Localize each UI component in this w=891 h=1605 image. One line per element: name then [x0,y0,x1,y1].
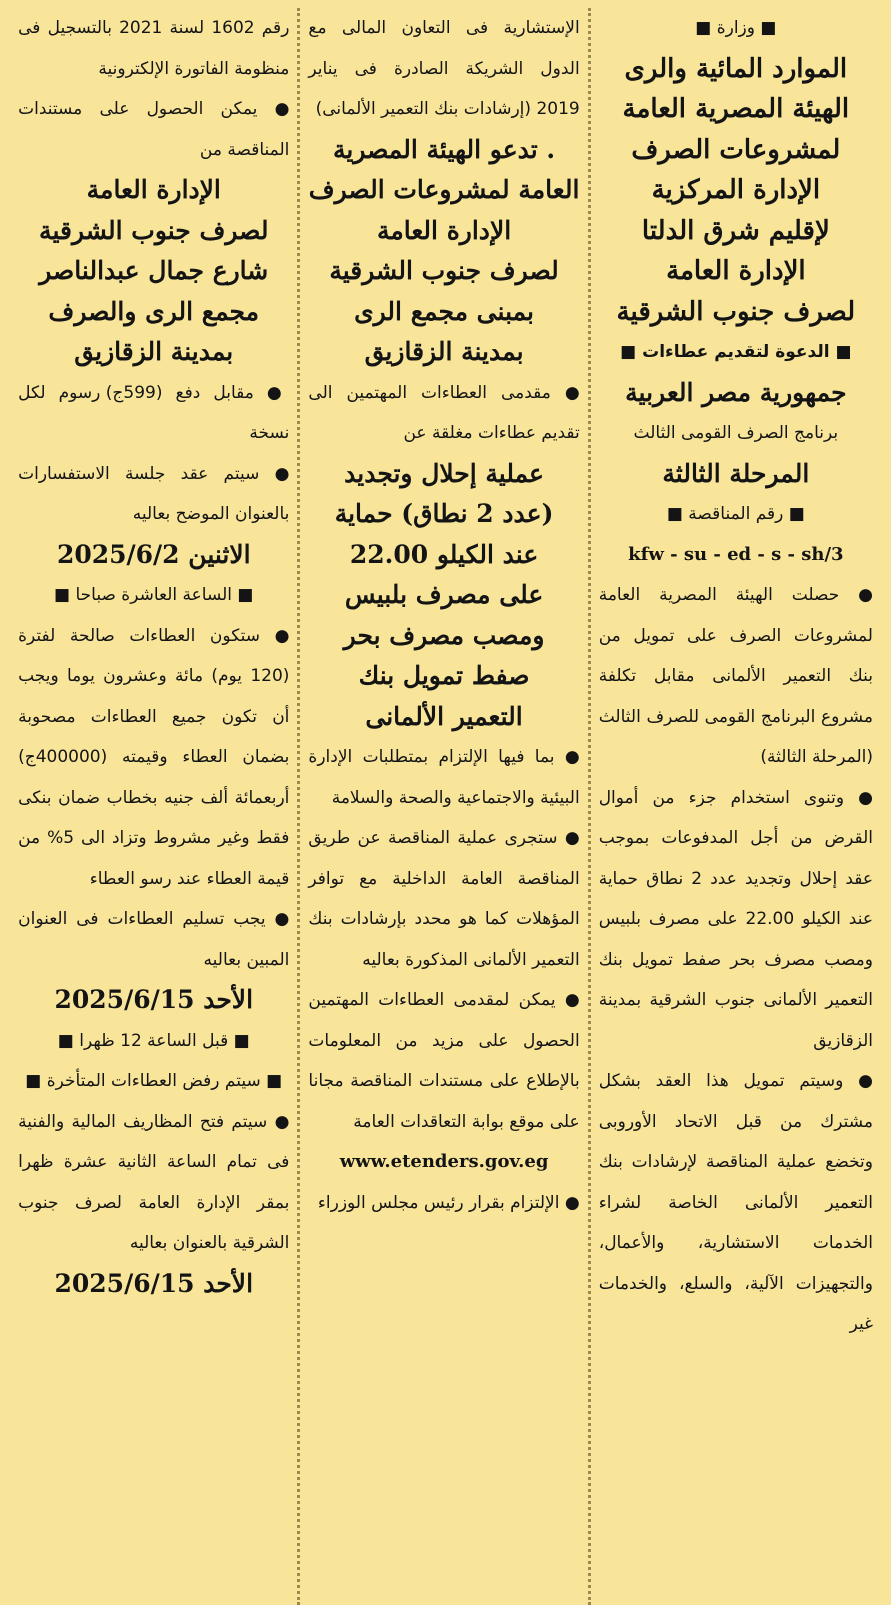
paragraph: ● يمكن لمقدمى العطاءات المهتمين الحصول على مزيد من المعلومات بالإطلاع على مستندات المناقصة مجانا على موقع بوابة التعاقدات العامة [308,990,580,1132]
heading-line: بمدينة الزقازيق [74,337,234,366]
paragraph: ● ستكون العطاءات صالحة لفترة (120 يوم) مائة وعشرون يوما ويجب أن تكون جميع العطاءات مصحوبة بضمان العطاء وقيمته (400000ج) أربعمائة ألف جنيه بخطاب ضمان بنكى فقط وغير مشروط وتزاد الى 5% من قيمة العطاء عند رسو العطاء [18,625,290,889]
heading-line: الإدارة العامة [376,215,512,245]
column-left [10,8,300,1605]
heading-line: ومصب مصرف بحر [343,620,545,650]
heading-line: لصرف جنوب الشرقية [616,296,856,327]
invite-label: ■ الدعوة لتقديم عطاءات ■ [620,342,852,362]
heading-line: لصرف جنوب الشرقية [329,256,559,285]
inquiry-time: ■ الساعة العاشرة صباحا ■ [54,585,254,605]
heading-line: شارع جمال عبدالناصر [39,256,269,285]
heading-line: بمبنى مجمع الرى [354,296,535,326]
heading-line: (عدد 2 نطاق) حماية [334,499,554,528]
column-middle [300,8,590,1605]
heading-line: بمدينة الزقازيق [364,337,524,366]
heading-line: العامة لمشروعات الصرف [308,175,580,204]
program-label: برنامج الصرف القومى الثالث [633,423,839,443]
ministry-label: ■ وزارة ■ [695,18,777,38]
paragraph: ● ستجرى عملية المناقصة عن طريق المناقصة العامة الداخلية مع توافر المؤهلات كما هو محدد بإرشادات بنك التعمير الألمانى المذكورة بعاليه [308,828,580,970]
paragraph: ● مقابل دفع (599ج) رسوم لكل نسخة [18,382,290,443]
late-notice: ■ سيتم رفض العطاءات المتأخرة ■ [25,1071,283,1091]
paragraph: ● حصلت الهيئة المصرية العامة لمشروعات الصرف على تمويل من بنك التعمير الألمانى مقابل تكلفة مشروع البرنامج القومى للصرف الثالث (المرحلة الثالثة) [598,585,873,767]
heading-line: صفط تمويل بنك [358,661,530,690]
paragraph: ● يمكن الحصول على مستندات المناقصة من [18,99,290,160]
heading-line: لصرف جنوب الشرقية [39,215,269,245]
heading-line: التعمير الألمانى [365,701,523,731]
republic-heading: جمهورية مصر العربية [625,377,847,407]
paragraph: ● الإلتزام بقرار رئيس مجلس الوزراء [317,1192,580,1213]
opening-date: 2025/6/15 الأحد [54,1268,254,1298]
heading-line: . تدعو الهيئة المصرية [332,134,556,164]
phase-heading: المرحلة الثالثة [662,458,810,488]
submission-date: 2025/6/15 الأحد [54,985,254,1014]
heading-line: الإدارة المركزية [651,175,821,205]
paragraph: ● وسيتم تمويل هذا العقد بشكل مشترك من قبل الاتحاد الأوروبى وتخضع عملية المناقصة لإرشادات بنك التعمير الألمانى الخاصة لشراء الخدمات الاستشارية، والأعمال، والتجهيزات الآلية، والسلع، والخدمات غير [598,1071,873,1334]
heading-line: مجمع الرى والصرف [48,296,260,326]
heading-line: الهيئة المصرية العامة [622,94,850,124]
heading-line: لإقليم شرق الدلتا [641,215,830,246]
submission-time: ■ قبل الساعة 12 ظهرا ■ [57,1030,250,1051]
column-right [591,8,881,1605]
paragraph: الإستشارية فى التعاون المالى مع الدول الشريكة الصادرة فى يناير 2019 (إرشادات بنك التعمير الألمانى) [308,18,580,119]
paragraph: ● وتنوى استخدام جزء من أموال القرض من أجل المدفوعات بموجب عقد إحلال وتجديد عدد 2 نطاق حماية عند الكيلو 22.00 على مصرف بلبيس ومصب مصرف بحر صفط تمويل بنك التعمير الألمانى جنوب الشرقية بمدينة الزقازيق [598,787,874,1051]
paragraph: ● سيتم فتح المظاريف المالية والفنية فى تمام الساعة الثانية عشرة ظهرا بمقر الإدارة العامة لصرف جنوب الشرقية بالعنوان بعاليه [18,1111,290,1253]
heading-line: عند الكيلو 22.00 [349,539,539,569]
tender-number-label: ■ رقم المناقصة ■ [666,504,805,524]
paragraph: ● يجب تسليم العطاءات فى العنوان المبين بعاليه [18,909,290,970]
heading-line: على مصرف بلبيس [344,580,544,609]
paragraph: ● مقدمى العطاءات المهتمين الى تقديم عطاءات مغلقة عن [308,382,580,443]
tender-number: kfw - su - ed - s - sh/3 [628,543,844,565]
heading-line: عملية إحلال وتجديد [344,458,544,488]
heading-line: الإدارة العامة [86,175,221,204]
heading-line: الإدارة العامة [666,256,806,286]
heading-line: لمشروعات الصرف [631,134,841,165]
paragraph: رقم 1602 لسنة 2021 بالتسجيل فى منظومة الفاتورة الإلكترونية [18,18,290,79]
paragraph: ● سيتم عقد جلسة الاستفسارات بالعنوان الموضح بعاليه [18,463,290,524]
paragraph: ● بما فيها الإلتزام بمتطلبات الإدارة البيئية والاجتماعية والصحة والسلامة [308,747,580,808]
inquiry-date: 2025/6/2 الاثنين [56,539,251,569]
heading-line: الموارد المائية والرى [624,53,848,84]
website-link[interactable]: www.etenders.gov.eg [339,1151,549,1172]
